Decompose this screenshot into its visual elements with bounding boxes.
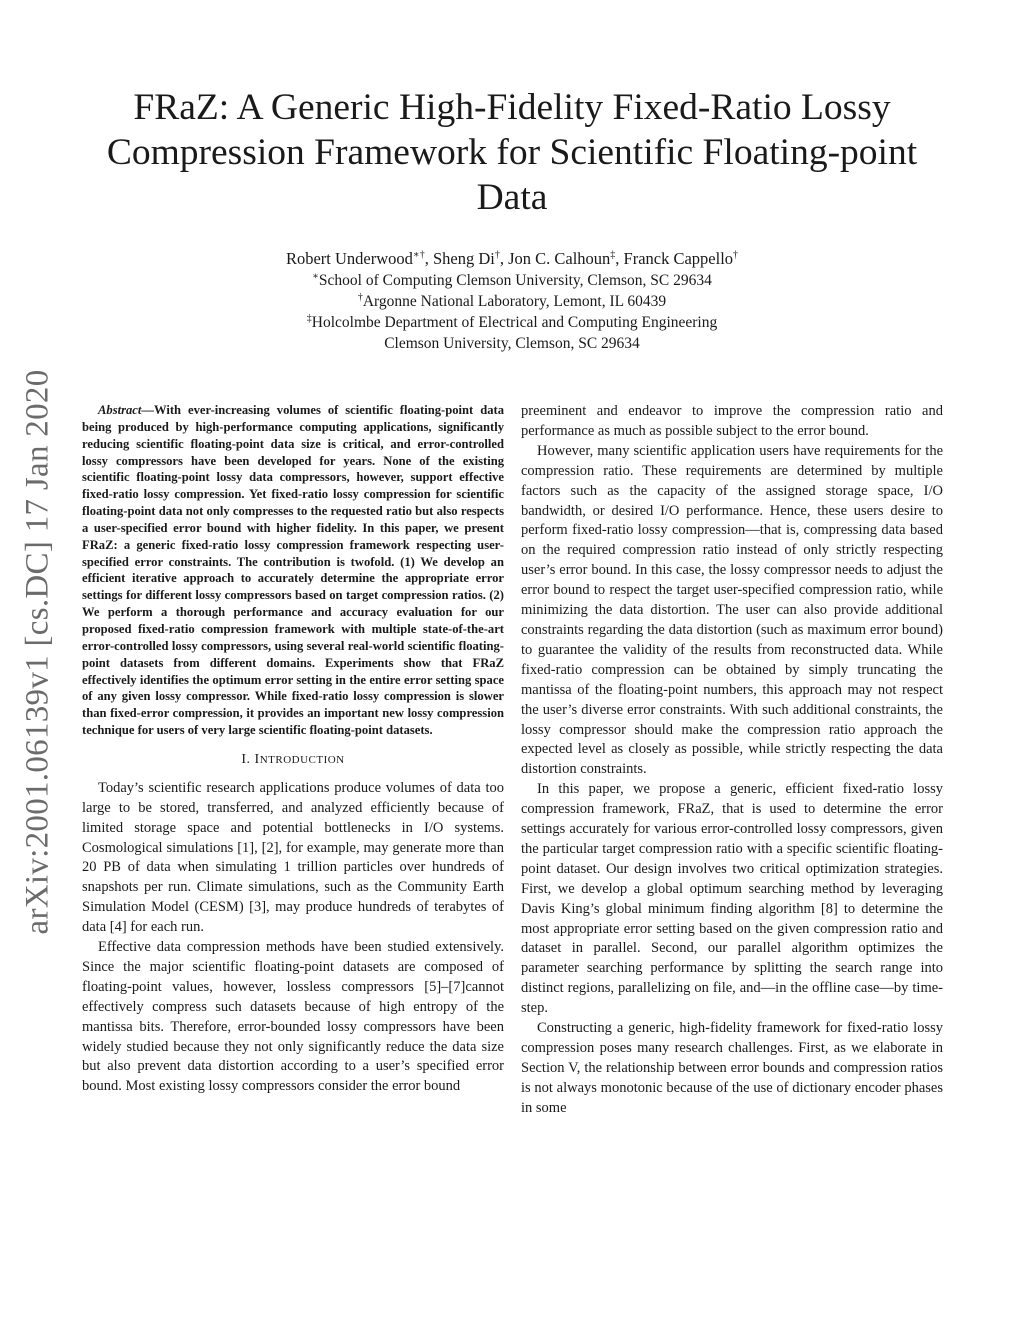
author-block (150, 248, 874, 354)
affiliation-text: Holcolmbe Department of Electrical and Computing Engineering (311, 314, 718, 331)
author-name: Sheng Di (432, 249, 495, 268)
author-list (150, 248, 874, 269)
affiliation-line (150, 291, 874, 312)
section-title-rest: NTRODUCTION (259, 753, 345, 766)
affiliation-text: School of Computing Clemson University, Clemson, SC 29634 (318, 272, 712, 289)
author-name: Franck Cappello (623, 249, 734, 268)
affiliation-line (150, 312, 874, 333)
affiliation-mark: † (357, 291, 363, 303)
author-mark: ∗† (412, 249, 425, 261)
author-separator: , (615, 249, 624, 268)
author-separator: , (499, 249, 509, 268)
author-mark: † (494, 249, 500, 261)
body-paragraph: In this paper, we propose a generic, efficient fixed-ratio lossy compression framework, FRaZ, that is used to determine the error settings accurately for various error-controlled lossy compressors, given the particular target compression ratio with a specific scientific floating-point dataset. Our design involves two critical optimization strategies. First, we develop a global optimum searching method by leveraging Davis King’s global minimum finding algorithm [8] to determine the most appropriate error setting based on the given compression ratio and dataset in parallel. Second, our parallel algorithm optimizes the parameter searching performance by splitting the search range into distinct regions, parallelizing on file, and—in the offline case—by time-step. (521, 781, 943, 1017)
body-paragraph: Effective data compression methods have been studied extensively. Since the major scientific floating-point datasets are composed of floating-point values, however, lossless compressors [5]–[7]cannot effectively compress such datasets because of high entropy of the mantissa bits. Therefore, error-bounded lossy compressors have been widely studied because they not only significantly reduce the data size but also prevent data distortion according to a user’s specified error bound. Most existing lossy compressors consider the error bound (82, 939, 504, 1095)
body-paragraph: Today’s scientific research applications produce volumes of data too large to be stored, transferred, and analyzed efficiently because of limited storage space and potential bottlenecks in I/O systems. Cosmological simulations [1], [2], for example, may generate more than 20 PB of data when simulating 1 trillion particles over hundreds of snapshots per run. Climate simulations, such as the Community Earth Simulation Model (CESM) [3], may produce hundreds of terabytes of data [4] for each run. (82, 779, 504, 936)
body-paragraph: preeminent and endeavor to improve the compression ratio and performance as much as possible subject to the error bound. (521, 403, 943, 439)
abstract-label: Abstract (98, 403, 142, 417)
author-name: Robert Underwood (285, 249, 413, 268)
affiliation-mark: ∗ (312, 270, 319, 282)
section-heading (82, 750, 504, 771)
abstract (82, 402, 504, 739)
affiliation-mark: ‡ (306, 312, 312, 324)
abstract-text: —With ever-increasing volumes of scientific floating-point data being produced by high-performance computing applications, significantly reducing scientific floating-point data size is critical, and error-controlled lossy compressors have been developed for years. None of the existing scientific floating-point lossy data compressors, however, support effective fixed-ratio lossy compression. Yet fixed-ratio lossy compression for scientific floating-point data not only compresses to the requested ratio but also respects a user-specified error bound with higher fidelity. In this paper, we present FRaZ: a generic fixed-ratio lossy compression framework respecting user-specified error constraints. The contribution is twofold. (1) We develop an efficient iterative approach to accurately determine the appropriate error settings for different lossy compressors based on target compression ratios. (2) We perform a thorough performance and accuracy evaluation for our proposed fixed-ratio compression framework with multiple state-of-the-art error-controlled lossy compressors, using several real-world scientific floating-point datasets from different domains. Experiments show that FRaZ effectively identifies the optimum error setting in the entire error setting space of any given lossy compressor. While fixed-ratio lossy compression is slower than fixed-error compression, it provides an important new lossy compression technique for users of very large scientific floating-point datasets. (82, 403, 504, 738)
body-paragraph: Constructing a generic, high-fidelity framework for fixed-ratio lossy compression poses many research challenges. First, as we elaborate in Section V, the relationship between error bounds and compression ratios is not always monotonic because of the use of dictionary encoder phases in some (521, 1020, 943, 1116)
affiliation-text: Clemson University, Clemson, SC 29634 (384, 335, 640, 352)
arxiv-identifier: arXiv:2001.06139v1 [cs.DC] 17 Jan 2020 (19, 369, 56, 935)
author-name: Jon C. Calhoun (508, 249, 611, 268)
right-column (521, 402, 943, 1119)
author-separator: , (424, 249, 433, 268)
author-mark: † (733, 249, 739, 261)
body-paragraph: However, many scientific application users have requirements for the compression ratio. These requirements are determined by multiple factors such as the capacity of the assigned storage space, I/O bandwidth, or desired I/O performance. Hence, these users desire to perform fixed-ratio lossy compression—that is, compressing data based on the required compression ratio instead of only strictly respecting user’s error bound. In this case, the lossy compressor needs to adjust the error bound to respect the target user-specified compression ratio, while minimizing the data distortion. The user can also provide additional constraints regarding the data distortion (such as maximum error bound) to guarantee the validity of the results from reconstructed data. While fixed-ratio compression can be obtained by simply truncating the mantissa of the floating-point numbers, this approach may not respect the user’s diverse error constraints. With such additional constraints, the lossy compressor should make the compression ratio approach the expected level as closely as possible, while strictly respecting the data distortion constraints. (521, 442, 943, 778)
left-column (82, 402, 504, 1097)
section-number: I. (241, 751, 251, 767)
affiliation-text: Argonne National Laboratory, Lemont, IL 60439 (362, 293, 667, 310)
paper-title: FRaZ: A Generic High-Fidelity Fixed-Ratio Lossy Compression Framework for Scientific Floating-point Data (106, 87, 918, 218)
author-mark: ‡ (610, 249, 616, 261)
section-title-initial: I (254, 751, 260, 767)
affiliation-line (150, 333, 874, 354)
affiliation-line (150, 270, 874, 291)
